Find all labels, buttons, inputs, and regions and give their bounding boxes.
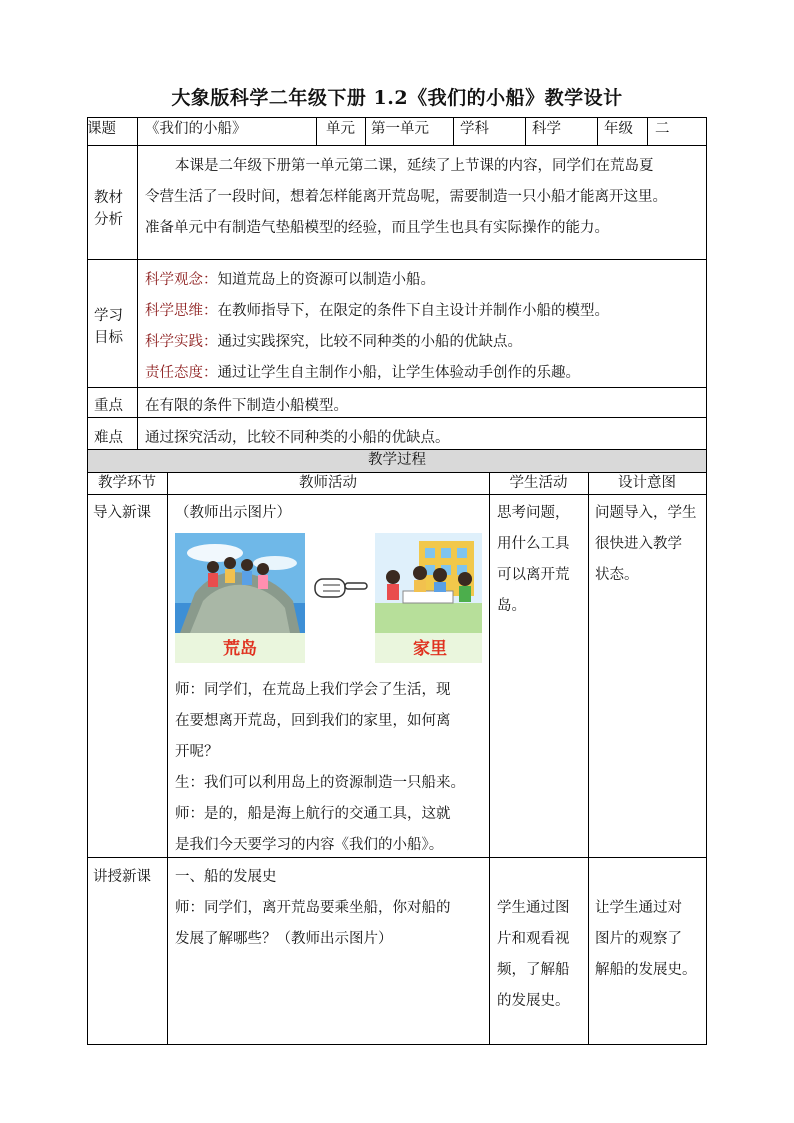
kid-body <box>242 571 252 585</box>
goal-item <box>145 361 580 382</box>
pointing-hand-icon <box>315 579 367 597</box>
caption-home: 家里 <box>413 639 447 659</box>
kid-body <box>258 575 268 589</box>
lecture-intent-line: 让学生通过对 <box>595 900 682 916</box>
goal-item <box>145 330 522 351</box>
kid-head <box>433 568 447 582</box>
goal-key: 科学观念： <box>145 272 218 288</box>
col-stage: 教学环节 <box>98 475 156 491</box>
intro-intent-line: 很快进入教学 <box>595 536 682 552</box>
material-line: 令营生活了一段时间，想着怎样能离开荒岛呢，需要制造一只小船才能离开这里。 <box>145 189 667 205</box>
goal-text: 知道荒岛上的资源可以制造小船。 <box>217 272 435 288</box>
unit-label: 单元 <box>326 121 355 137</box>
intro-teacher-pre: （教师出示图片） <box>175 505 291 521</box>
goal-key: 科学实践： <box>145 334 218 350</box>
kid-head <box>413 566 427 580</box>
lecture-stage: 讲授新课 <box>93 869 151 885</box>
home-table <box>403 591 453 603</box>
key-point-text: 在有限的条件下制造小船模型。 <box>145 398 348 414</box>
subject-value: 科学 <box>532 121 561 137</box>
intro-intent-line: 状态。 <box>595 567 639 583</box>
lecture-teacher-line: 一、船的发展史 <box>175 869 277 885</box>
lecture-intent-line: 解船的发展史。 <box>595 962 697 978</box>
goal-key: 责任态度： <box>145 365 218 381</box>
lecture-teacher-line: 发展了解哪些？（教师出示图片） <box>175 931 393 947</box>
lecture-teacher-line: 师：同学们，离开荒岛要乘坐船，你对船的 <box>175 900 451 916</box>
goal-text: 在教师指导下，在限定的条件下自主设计并制作小船的模型。 <box>217 303 609 319</box>
home-window <box>441 548 451 558</box>
difficulty-text: 通过探究活动，比较不同种类的小船的优缺点。 <box>145 430 450 446</box>
kid-body <box>459 586 471 602</box>
intro-teacher-line: 师：同学们，在荒岛上我们学会了生活，现 <box>175 682 451 698</box>
kid-head <box>257 563 269 575</box>
intro-teacher-line: 开呢？ <box>175 744 219 760</box>
lecture-intent-line: 图片的观察了 <box>595 931 682 947</box>
difficulty-label: 难点 <box>94 430 123 446</box>
goal-text: 通过让学生自主制作小船，让学生体验动手创作的乐趣。 <box>217 365 580 381</box>
kid-body <box>208 573 218 587</box>
unit-value: 第一单元 <box>371 121 429 137</box>
lecture-student-line: 的发展史。 <box>497 993 570 1009</box>
kid-body <box>387 584 399 600</box>
lecture-student-line: 频，了解船 <box>497 962 570 978</box>
col-teacher: 教师活动 <box>299 475 357 491</box>
subject-label: 学科 <box>460 121 489 137</box>
intro-intent-line: 问题导入，学生 <box>595 505 697 521</box>
kid-head <box>458 572 472 586</box>
goal-item <box>145 268 435 289</box>
material-line: 本课是二年级下册第一单元第二课，延续了上节课的内容，同学们在荒岛夏 <box>175 158 654 174</box>
goals-label-1: 学习 <box>94 308 123 324</box>
intro-stage: 导入新课 <box>93 505 151 521</box>
intro-illustration <box>175 533 482 663</box>
goal-text: 通过实践探究，比较不同种类的小船的优缺点。 <box>217 334 522 350</box>
kid-head <box>241 559 253 571</box>
grade-label: 年级 <box>604 121 633 137</box>
home-window <box>425 548 435 558</box>
kid-body <box>414 580 426 592</box>
home-ground <box>375 603 482 633</box>
goal-key: 科学思维： <box>145 303 218 319</box>
lecture-student-line: 学生通过图 <box>497 900 570 916</box>
col-student: 学生活动 <box>509 475 568 491</box>
home-window <box>457 548 467 558</box>
process-heading: 教学过程 <box>368 452 426 468</box>
intro-student-line: 岛。 <box>497 598 526 614</box>
page-title: 大象版科学二年级下册 1.2《我们的小船》教学设计 <box>171 87 623 109</box>
goal-item <box>145 299 609 320</box>
intro-student-line: 可以离开荒 <box>497 567 570 583</box>
caption-island: 荒岛 <box>223 639 257 659</box>
kid-head <box>224 557 236 569</box>
topic-value: 《我们的小船》 <box>145 121 247 137</box>
key-point-label: 重点 <box>94 398 123 414</box>
intro-teacher-line: 在要想离开荒岛，回到我们的家里，如何离 <box>175 713 451 729</box>
intro-student-line: 思考问题， <box>497 505 570 521</box>
goals-label-2: 目标 <box>94 330 123 346</box>
intro-teacher-line: 是我们今天要学习的内容《我们的小船》。 <box>175 837 444 853</box>
material-line: 准备单元中有制造气垫船模型的经验，而且学生也具有实际操作的能力。 <box>145 220 609 236</box>
material-label-1: 教材 <box>94 190 123 206</box>
intro-student-line: 用什么工具 <box>497 536 570 552</box>
kid-body <box>434 582 446 592</box>
kid-body <box>225 569 235 583</box>
col-intent: 设计意图 <box>618 475 676 491</box>
kid-head <box>386 570 400 584</box>
grade-value: 二 <box>655 121 670 137</box>
kid-head <box>207 561 219 573</box>
topic-label: 课题 <box>87 121 116 137</box>
intro-teacher-line: 生：我们可以利用岛上的资源制造一只船来。 <box>175 775 465 791</box>
material-label-2: 分析 <box>94 212 123 228</box>
lecture-student-line: 片和观看视 <box>497 931 570 947</box>
intro-teacher-line: 师：是的，船是海上航行的交通工具，这就 <box>175 806 451 822</box>
intro-illustration-svg <box>175 533 482 663</box>
